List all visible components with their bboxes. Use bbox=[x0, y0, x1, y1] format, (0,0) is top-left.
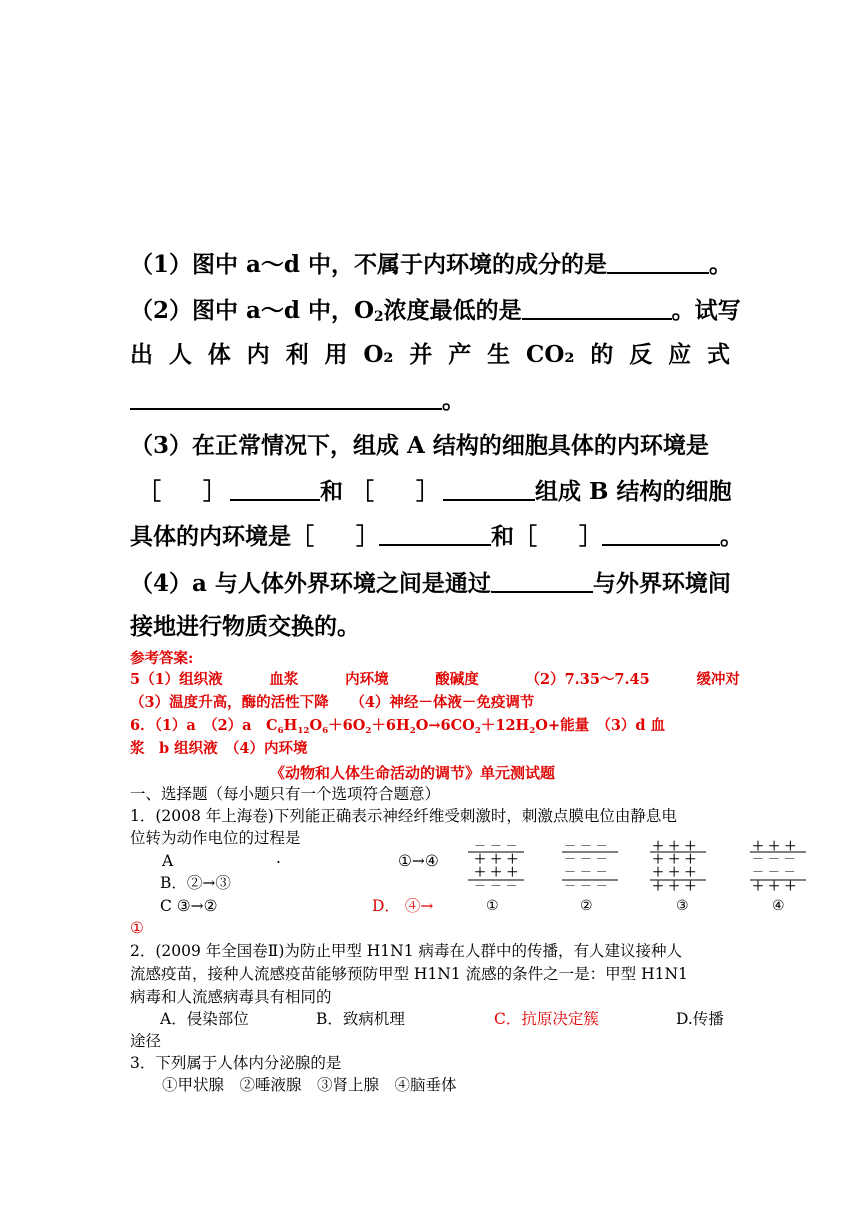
answer-blank[interactable] bbox=[443, 477, 535, 501]
svg-text:－ － －: － － － bbox=[564, 839, 608, 853]
section-heading: 一、选择题（每小题只有一个选项符合题意） bbox=[130, 785, 441, 803]
mq3-line-1: 3．下列属于人体内分泌腺的是 bbox=[130, 1054, 342, 1072]
figure-label-2: ② bbox=[580, 898, 593, 914]
mq3-options: ①甲状腺 ②唾液腺 ③肾上腺 ④脑垂体 bbox=[162, 1076, 457, 1094]
answer-blank[interactable] bbox=[522, 296, 672, 320]
mq2-option-b[interactable]: B．致病机理 bbox=[316, 1010, 405, 1028]
svg-text:＋ ＋ ＋: ＋ ＋ ＋ bbox=[752, 839, 797, 853]
mq1-option-c[interactable]: C ③→② bbox=[160, 897, 218, 915]
mq1-option-a-value: ①→④ bbox=[398, 852, 439, 870]
mq1-line-2: 位转为动作电位的过程是 bbox=[130, 829, 301, 847]
mq1-line-1: 1．(2008 年上海卷)下列能正确表示神经纤维受刺激时，刺激点膜电位由静息电 bbox=[130, 807, 677, 825]
question-2-line-1: （2）图中 a～d 中，$O_2$浓度最低的是 。试写 bbox=[130, 297, 741, 325]
svg-text:－ － －: － － － bbox=[564, 879, 608, 893]
mq1-option-d-end: ① bbox=[130, 919, 144, 937]
question-2-line-3: 。 bbox=[130, 386, 730, 415]
mq2-line-3: 病毒和人流感病毒具有相同的 bbox=[130, 988, 332, 1006]
svg-text:－ － －: － － － bbox=[474, 879, 518, 893]
question-4-line-1: （4）a 与人体外界环境之间是通过 与外界环境间 bbox=[130, 570, 731, 597]
mq1-option-b[interactable]: B．②→③ bbox=[160, 874, 231, 892]
figure-label-3: ③ bbox=[676, 898, 689, 914]
question-1: （1）图中 a～d 中，不属于内环境的成分的是 。 bbox=[130, 251, 733, 278]
answer-blank[interactable] bbox=[607, 250, 709, 274]
svg-text:－ － －: － － － bbox=[564, 865, 608, 879]
mq2-line-1: 2．(2009 年全国卷Ⅱ)为防止甲型 H1N1 病毒在人群中的传播，有人建议接种人 bbox=[130, 942, 683, 960]
svg-text:－ － －: － － － bbox=[564, 852, 608, 866]
answer-blank[interactable] bbox=[230, 477, 320, 501]
svg-text:－ － －: － － － bbox=[474, 839, 518, 853]
answer-line-3: 6．（1）a （2）a $C_6H_{12}O_6+6O_2+6H_2O\to 6CO_2+12H_2O+$能量 （3）d 血 bbox=[130, 717, 666, 736]
figure-label-1: ① bbox=[486, 898, 499, 914]
answer-blank[interactable] bbox=[130, 386, 442, 410]
mq2-line-5: 途径 bbox=[130, 1032, 162, 1050]
question-3-line-3: 具体的内环境是［ ］ 和［ ］ 。 bbox=[130, 523, 743, 550]
mq2-option-d[interactable]: D.传播 bbox=[676, 1010, 724, 1028]
membrane-diagram-1 bbox=[466, 838, 526, 898]
mq1-option-d[interactable]: D． ④→ bbox=[372, 897, 434, 915]
membrane-diagram-4 bbox=[748, 838, 808, 898]
answer-blank[interactable] bbox=[379, 522, 491, 546]
test-title: 《动物和人体生命活动的调节》单元测试题 bbox=[270, 764, 556, 782]
membrane-diagram-3 bbox=[648, 838, 708, 898]
mq1-dot: . bbox=[276, 849, 281, 867]
answer-blank[interactable] bbox=[491, 569, 593, 593]
question-4-line-2: 接地进行物质交换的。 bbox=[130, 613, 360, 640]
mq2-line-2: 流感疫苗，接种人流感疫苗能够预防甲型 H1N1 流感的条件之一是：甲型 H1N1 bbox=[130, 965, 688, 983]
mq2-option-c[interactable]: C．抗原决定簇 bbox=[494, 1010, 599, 1028]
svg-text:＋ ＋ ＋: ＋ ＋ ＋ bbox=[474, 852, 519, 866]
membrane-diagram-2 bbox=[560, 838, 620, 898]
svg-text:＋ ＋ ＋: ＋ ＋ ＋ bbox=[652, 852, 697, 866]
figure-label-4: ④ bbox=[772, 898, 785, 914]
mq2-option-a[interactable]: A．侵染部位 bbox=[160, 1010, 249, 1028]
svg-text:－ － －: － － － bbox=[752, 852, 796, 866]
svg-text:－ － －: － － － bbox=[752, 865, 796, 879]
answer-line-4: 浆 b 组织液 （4）内环境 bbox=[130, 740, 308, 757]
mq1-option-a[interactable]: A bbox=[162, 852, 174, 870]
question-2-line-2: 出 人 体 内 利 用 O₂ 并 产 生 CO₂ 的 反 应 式 bbox=[130, 341, 730, 368]
question-3-line-2: ［ ］ 和 ［ ］ 组成 B 结构的细胞 bbox=[138, 478, 732, 505]
svg-text:＋ ＋ ＋: ＋ ＋ ＋ bbox=[474, 865, 519, 879]
svg-text:＋ ＋ ＋: ＋ ＋ ＋ bbox=[652, 865, 697, 879]
answer-line-1: 5（1）组织液 血浆 内环境 酸碱度 （2）7.35～7.45 缓冲对 bbox=[130, 671, 740, 688]
answer-line-2: （3）温度升高，酶的活性下降 （4）神经－体液－免疫调节 bbox=[130, 694, 535, 711]
svg-text:＋ ＋ ＋: ＋ ＋ ＋ bbox=[652, 879, 697, 893]
svg-text:＋ ＋ ＋: ＋ ＋ ＋ bbox=[752, 879, 797, 893]
question-3-line-1: （3）在正常情况下，组成 A 结构的细胞具体的内环境是 bbox=[130, 432, 709, 459]
svg-text:＋ ＋ ＋: ＋ ＋ ＋ bbox=[652, 839, 697, 853]
answer-label: 参考答案: bbox=[130, 650, 194, 667]
answer-blank[interactable] bbox=[602, 522, 720, 546]
